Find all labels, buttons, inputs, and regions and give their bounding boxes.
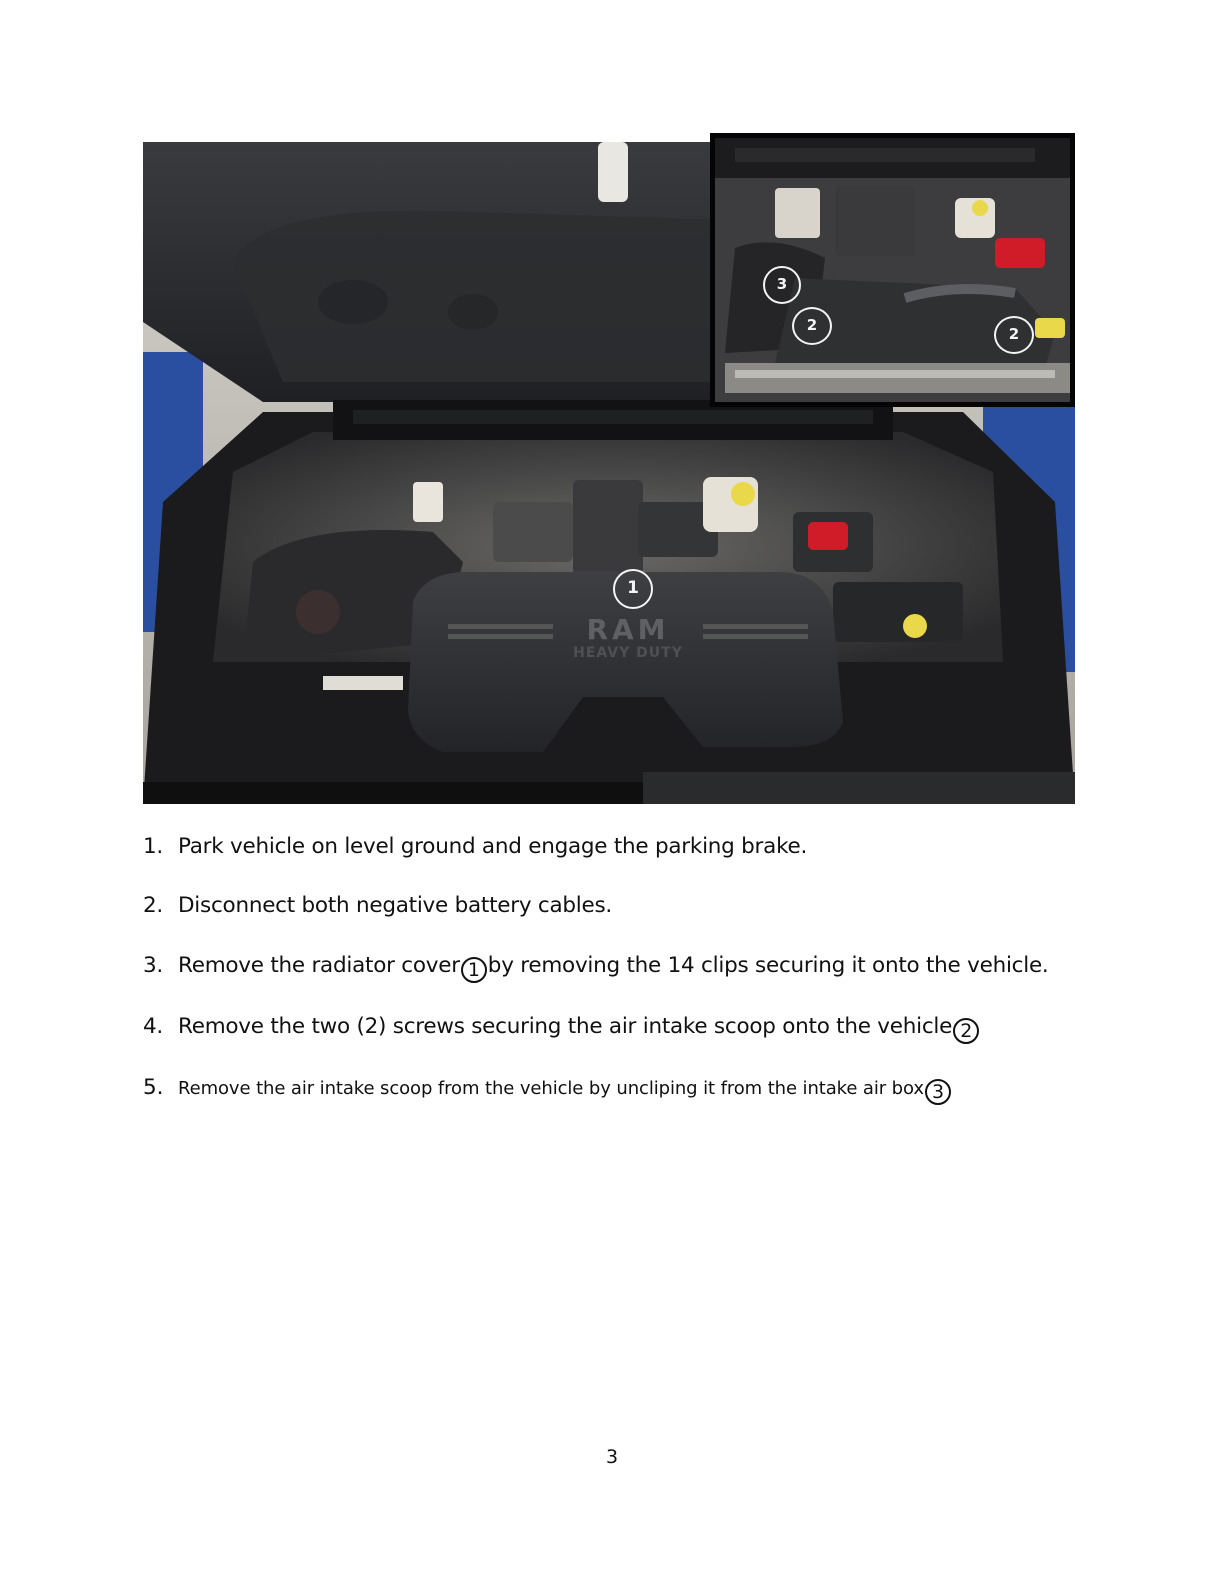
step-number: 4.	[143, 1014, 164, 1039]
step-text: Disconnect both negative battery cables.	[178, 893, 613, 918]
callout-reference: 1	[461, 957, 487, 983]
ram-badge: RAM	[586, 613, 670, 646]
engine-block	[573, 480, 643, 575]
step-number: 3.	[143, 953, 164, 978]
step-text-after: by removing the 14 clips securing it onto the vehicle.	[487, 953, 1049, 978]
step-5	[143, 1075, 952, 1105]
step-text-before: Remove the air intake scoop from the vehicle by uncliping it from the intake air box	[178, 1078, 924, 1099]
page-number: 3	[605, 1446, 619, 1468]
step-text: Park vehicle on level ground and engage the parking brake.	[178, 834, 808, 859]
fluid-cap	[903, 614, 927, 638]
step-3	[143, 953, 1049, 983]
step-4	[143, 1014, 980, 1044]
heavy-duty-badge: HEAVY DUTY	[573, 645, 683, 661]
callout-reference: 3	[925, 1079, 951, 1105]
step-number: 2.	[143, 893, 164, 918]
battery-terminal-cover	[808, 522, 848, 550]
step-number: 5.	[143, 1075, 164, 1100]
step-1	[143, 834, 807, 859]
step-2	[143, 893, 612, 918]
callout-1-main: 1	[613, 569, 653, 609]
engine-bay-detail-photo	[710, 133, 1075, 407]
hood-latch	[598, 142, 628, 202]
callout-2-inset-right: 2	[994, 316, 1034, 354]
step-number: 1.	[143, 834, 164, 859]
step-text-before: Remove the radiator cover	[178, 953, 460, 978]
step-text-before: Remove the two (2) screws securing the air intake scoop onto the vehicle	[178, 1014, 953, 1039]
inset-battery-terminal	[995, 238, 1045, 268]
callout-reference: 2	[953, 1018, 979, 1044]
callout-2-inset-left: 2	[792, 307, 832, 345]
callout-3-inset: 3	[763, 266, 801, 304]
